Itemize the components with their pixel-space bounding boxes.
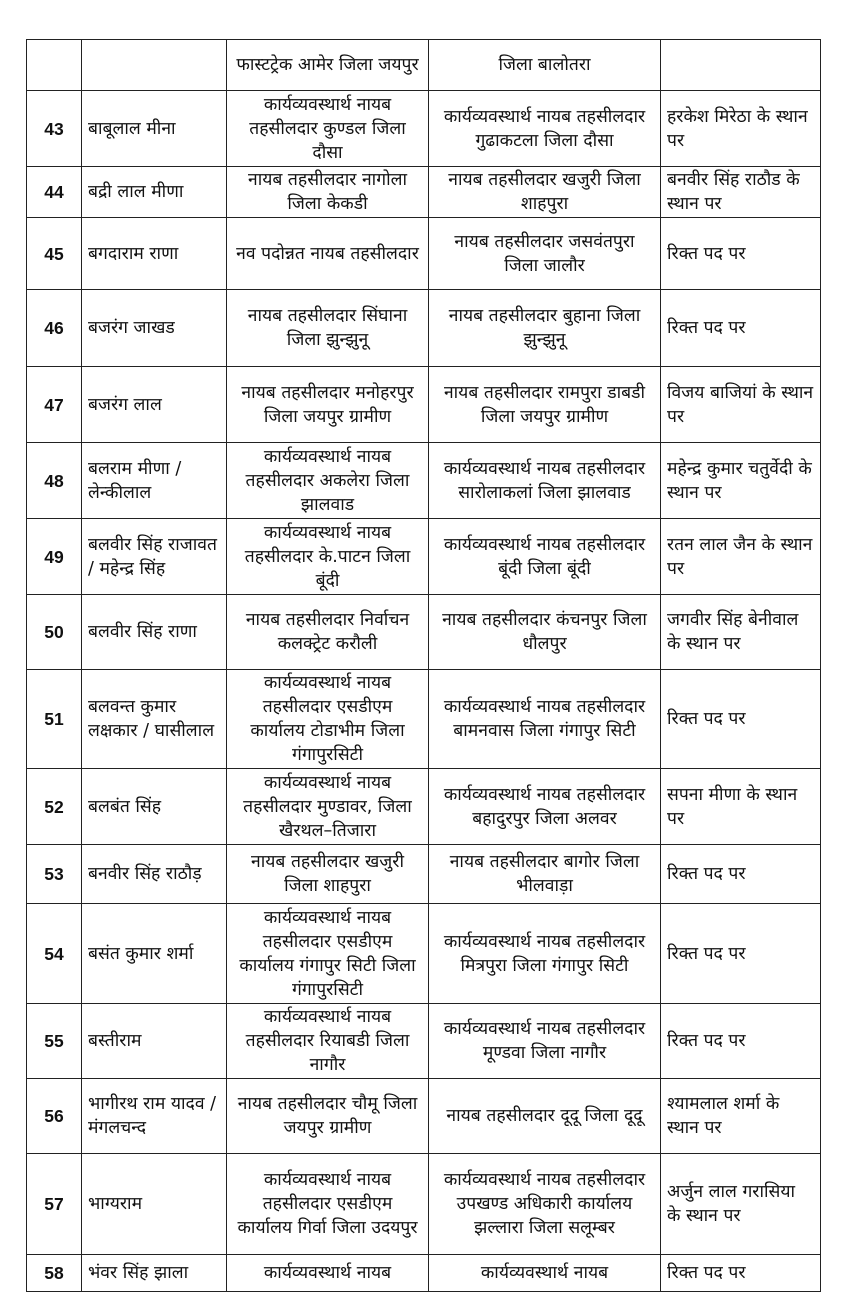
officer-name-cell [82, 40, 227, 91]
serial-number-cell: 48 [27, 443, 82, 519]
new-posting-cell: कार्यव्यवस्थार्थ नायब तहसीलदार गुढाकटला जिला दौसा [429, 91, 661, 167]
table-row [27, 367, 821, 443]
new-posting-cell: नायब तहसीलदार कंचनपुर जिला धौलपुर [429, 595, 661, 670]
serial-number-cell: 52 [27, 769, 82, 845]
officer-name-cell: बलवन्त कुमार लक्षकार / घासीलाल [82, 670, 227, 769]
officer-name-cell: बजरंग लाल [82, 367, 227, 443]
remark-cell: रिक्त पद पर [661, 904, 821, 1004]
transfer-list-sheet [26, 39, 820, 1292]
table-row [27, 290, 821, 367]
table-row [27, 670, 821, 769]
new-posting-cell: नायब तहसीलदार बागोर जिला भीलवाड़ा [429, 845, 661, 904]
table-row [27, 1255, 821, 1292]
new-posting-cell: नायब तहसीलदार बुहाना जिला झुन्झुनू [429, 290, 661, 367]
officer-name-cell: बगदाराम राणा [82, 218, 227, 290]
table-row [27, 443, 821, 519]
transfer-table [26, 39, 821, 1292]
remark-cell: रिक्त पद पर [661, 1004, 821, 1079]
remark-cell: रिक्त पद पर [661, 218, 821, 290]
remark-cell: श्यामलाल शर्मा के स्थान पर [661, 1079, 821, 1154]
serial-number-cell: 43 [27, 91, 82, 167]
new-posting-cell: नायब तहसीलदार जसवंतपुरा जिला जालौर [429, 218, 661, 290]
remark-cell [661, 40, 821, 91]
officer-name-cell: भाग्यराम [82, 1154, 227, 1255]
new-posting-cell: कार्यव्यवस्थार्थ नायब तहसीलदार बामनवास जिला गंगापुर सिटी [429, 670, 661, 769]
serial-number-cell: 56 [27, 1079, 82, 1154]
remark-cell: रिक्त पद पर [661, 670, 821, 769]
serial-number-cell [27, 40, 82, 91]
officer-name-cell: बनवीर सिंह राठौड़ [82, 845, 227, 904]
serial-number-cell: 53 [27, 845, 82, 904]
table-row [27, 167, 821, 218]
current-posting-cell: कार्यव्यवस्थार्थ नायब तहसीलदार एसडीएम कार्यालय गंगापुर सिटी जिला गंगापुरसिटी [227, 904, 429, 1004]
remark-cell: रिक्त पद पर [661, 845, 821, 904]
serial-number-cell: 44 [27, 167, 82, 218]
current-posting-cell: कार्यव्यवस्थार्थ नायब तहसीलदार एसडीएम कार्यालय टोडाभीम जिला गंगापुरसिटी [227, 670, 429, 769]
new-posting-cell: नायब तहसीलदार खजुरी जिला शाहपुरा [429, 167, 661, 218]
current-posting-cell: कार्यव्यवस्थार्थ नायब [227, 1255, 429, 1292]
current-posting-cell: नायब तहसीलदार चौमू जिला जयपुर ग्रामीण [227, 1079, 429, 1154]
officer-name-cell: बलवीर सिंह राणा [82, 595, 227, 670]
current-posting-cell: नायब तहसीलदार निर्वाचन कलक्ट्रेट करौली [227, 595, 429, 670]
new-posting-cell: नायब तहसीलदार रामपुरा डाबडी जिला जयपुर ग्रामीण [429, 367, 661, 443]
remark-cell: रिक्त पद पर [661, 1255, 821, 1292]
new-posting-cell: जिला बालोतरा [429, 40, 661, 91]
table-row [27, 1079, 821, 1154]
officer-name-cell: बद्री लाल मीणा [82, 167, 227, 218]
officer-name-cell: बस्तीराम [82, 1004, 227, 1079]
officer-name-cell: बजरंग जाखड [82, 290, 227, 367]
table-row [27, 1154, 821, 1255]
serial-number-cell: 57 [27, 1154, 82, 1255]
new-posting-cell: कार्यव्यवस्थार्थ नायब तहसीलदार मूण्डवा जिला नागौर [429, 1004, 661, 1079]
remark-cell: महेन्द्र कुमार चतुर्वेदी के स्थान पर [661, 443, 821, 519]
current-posting-cell: कार्यव्यवस्थार्थ नायब तहसीलदार अकलेरा जिला झालवाड [227, 443, 429, 519]
table-row [27, 519, 821, 595]
new-posting-cell: नायब तहसीलदार दूदू जिला दूदू [429, 1079, 661, 1154]
officer-name-cell: बलवीर सिंह राजावत / महेन्द्र सिंह [82, 519, 227, 595]
officer-name-cell: बलबंत सिंह [82, 769, 227, 845]
current-posting-cell: फास्टट्रेक आमेर जिला जयपुर [227, 40, 429, 91]
new-posting-cell: कार्यव्यवस्थार्थ नायब [429, 1255, 661, 1292]
remark-cell: हरकेश मिरेठा के स्थान पर [661, 91, 821, 167]
current-posting-cell: नायब तहसीलदार सिंघाना जिला झुन्झुनू [227, 290, 429, 367]
serial-number-cell: 49 [27, 519, 82, 595]
current-posting-cell: कार्यव्यवस्थार्थ नायब तहसीलदार के.पाटन जिला बूंदी [227, 519, 429, 595]
current-posting-cell: नायब तहसीलदार खजुरी जिला शाहपुरा [227, 845, 429, 904]
table-row [27, 769, 821, 845]
officer-name-cell: बाबूलाल मीना [82, 91, 227, 167]
transfer-table-body [27, 40, 821, 1292]
officer-name-cell: भंवर सिंह झाला [82, 1255, 227, 1292]
new-posting-cell: कार्यव्यवस्थार्थ नायब तहसीलदार बूंदी जिला बूंदी [429, 519, 661, 595]
table-row [27, 91, 821, 167]
current-posting-cell: कार्यव्यवस्थार्थ नायब तहसीलदार मुण्डावर, जिला खैरथल–तिजारा [227, 769, 429, 845]
table-row [27, 218, 821, 290]
remark-cell: रतन लाल जैन के स्थान पर [661, 519, 821, 595]
table-row [27, 1004, 821, 1079]
serial-number-cell: 58 [27, 1255, 82, 1292]
officer-name-cell: बसंत कुमार शर्मा [82, 904, 227, 1004]
new-posting-cell: कार्यव्यवस्थार्थ नायब तहसीलदार सारोलाकलां जिला झालवाड [429, 443, 661, 519]
table-row [27, 904, 821, 1004]
serial-number-cell: 55 [27, 1004, 82, 1079]
remark-cell: सपना मीणा के स्थान पर [661, 769, 821, 845]
remark-cell: बनवीर सिंह राठौड के स्थान पर [661, 167, 821, 218]
remark-cell: अर्जुन लाल गरासिया के स्थान पर [661, 1154, 821, 1255]
table-row [27, 845, 821, 904]
remark-cell: जगवीर सिंह बेनीवाल के स्थान पर [661, 595, 821, 670]
current-posting-cell: कार्यव्यवस्थार्थ नायब तहसीलदार कुण्डल जिला दौसा [227, 91, 429, 167]
new-posting-cell: कार्यव्यवस्थार्थ नायब तहसीलदार मित्रपुरा जिला गंगापुर सिटी [429, 904, 661, 1004]
table-row [27, 595, 821, 670]
current-posting-cell: कार्यव्यवस्थार्थ नायब तहसीलदार रियाबडी जिला नागौर [227, 1004, 429, 1079]
new-posting-cell: कार्यव्यवस्थार्थ नायब तहसीलदार उपखण्ड अधिकारी कार्यालय झल्लारा जिला सलूम्बर [429, 1154, 661, 1255]
table-row [27, 40, 821, 91]
current-posting-cell: नायब तहसीलदार मनोहरपुर जिला जयपुर ग्रामीण [227, 367, 429, 443]
remark-cell: विजय बाजियां के स्थान पर [661, 367, 821, 443]
serial-number-cell: 47 [27, 367, 82, 443]
current-posting-cell: नव पदोन्नत नायब तहसीलदार [227, 218, 429, 290]
serial-number-cell: 46 [27, 290, 82, 367]
serial-number-cell: 50 [27, 595, 82, 670]
remark-cell: रिक्त पद पर [661, 290, 821, 367]
serial-number-cell: 45 [27, 218, 82, 290]
officer-name-cell: भागीरथ राम यादव / मंगलचन्द [82, 1079, 227, 1154]
officer-name-cell: बलराम मीणा / लेन्कीलाल [82, 443, 227, 519]
new-posting-cell: कार्यव्यवस्थार्थ नायब तहसीलदार बहादुरपुर जिला अलवर [429, 769, 661, 845]
serial-number-cell: 54 [27, 904, 82, 1004]
current-posting-cell: नायब तहसीलदार नागोला जिला केकडी [227, 167, 429, 218]
current-posting-cell: कार्यव्यवस्थार्थ नायब तहसीलदार एसडीएम कार्यालय गिर्वा जिला उदयपुर [227, 1154, 429, 1255]
serial-number-cell: 51 [27, 670, 82, 769]
